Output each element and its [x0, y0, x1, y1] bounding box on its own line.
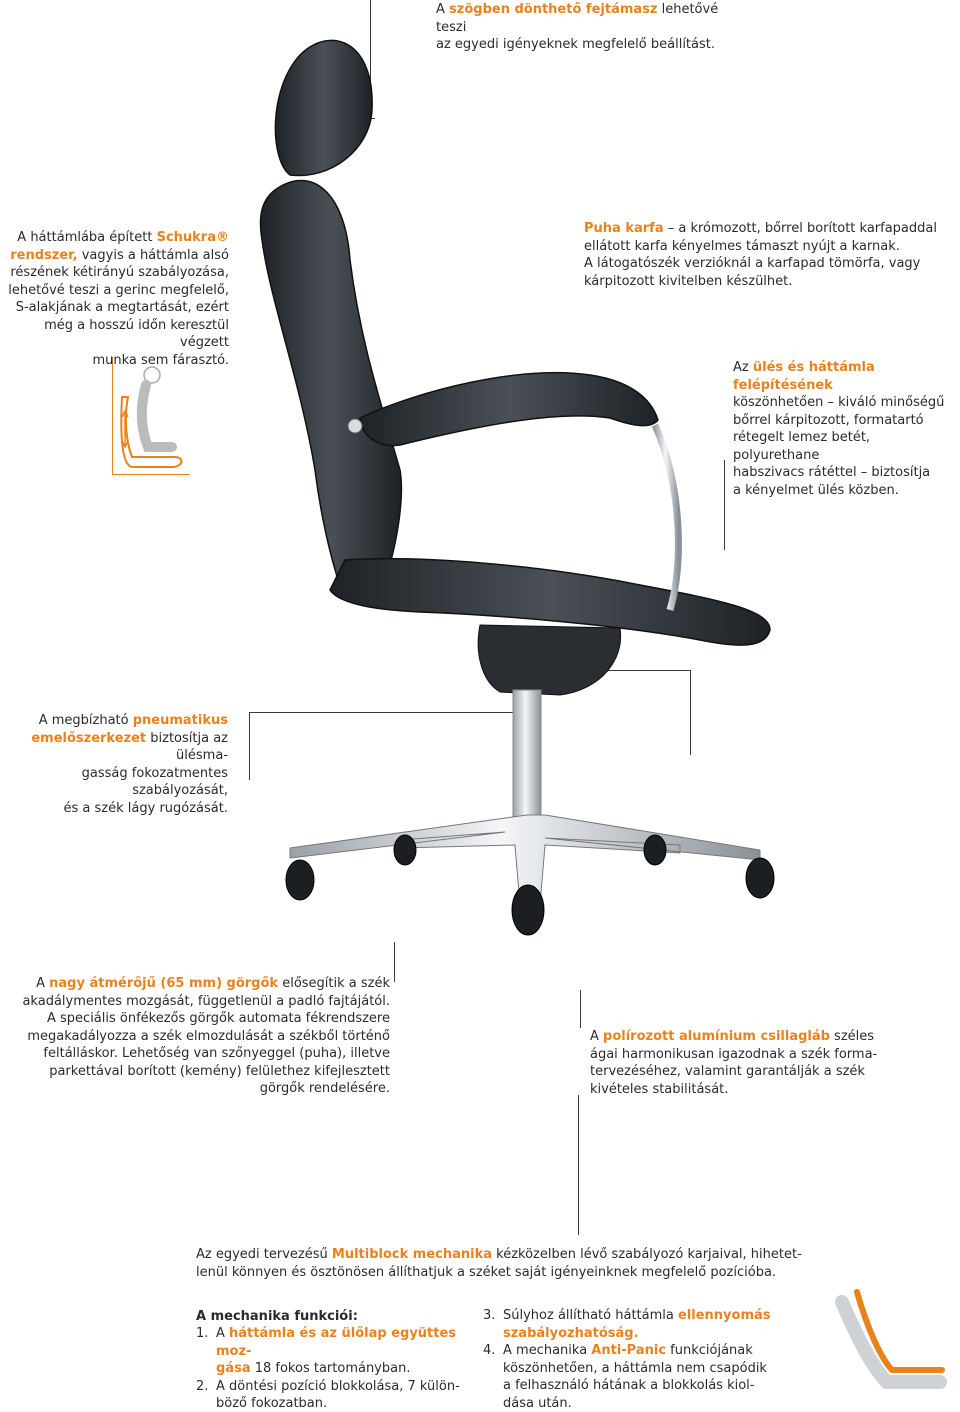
function-item-1: 1. A háttámla és az ülőlap együttes moz- gása 18 fokos tartományban.: [196, 1326, 457, 1376]
function-item-3: 3. Súlyhoz állítható háttámla ellennyomás szabályozhatóság.: [483, 1308, 771, 1341]
armrest-chrome: [655, 425, 678, 610]
gaslift-text: A megbízható pneumatikus emelőszerkezet biztosítja az ülésma- gasság fokozatmentes szabályozását, és a szék lágy rugózását.: [31, 713, 228, 816]
mechanism-block: [478, 625, 620, 695]
armrest-text: Puha karfa – a krómozott, bőrrel borított karfapaddal ellátott karfa kényelmes támaszt nyújt a karnak. A látogatószék verzióknál a karfapad tömörfa, vagy kárpitozott kivitelben készülhet.: [584, 221, 937, 289]
seat-text: Az ülés és háttámla felépítésének köszönhetően – kiváló minőségű bőrrel kárpitozott, formatartó rétegelt lemez betét, polyurethane habszivacs rátéttel – biztosítja a kényelmet ülés közben.: [733, 360, 945, 498]
armrest-knob: [348, 419, 362, 433]
backrest-shape: [261, 181, 402, 600]
base-text: A polírozott alumínium csillagláb széles ágai harmonikusan igazodnak a szék forma- tervezéséhez, valamint garantálják a szék kivételes stabilitását.: [590, 1029, 878, 1097]
mechanism-text: Az egyedi tervezésű Multiblock mechanika kézközelben lévő szabályozó karjaival, hihetet- lenül könnyen és ösztönösen állíthatjuk a széket saját igényeinknek megfelelő pozícióba.: [196, 1247, 802, 1280]
backrest-text: A háttámlába épített Schukra® rendszer, vagyis a háttámla alsó részének kétirányú szabályozása, lehetővé teszi a gerinc megfelelő, S-alakjának a megtartását, ezért még a hosszú időn keresztül végzett munka sem fárasztó.: [8, 230, 229, 368]
spine-icon: [112, 357, 190, 475]
function-item-2: 2. A döntési pozíció blokkolása, 7 külön- böző fokozatban.: [196, 1378, 460, 1411]
functions-title: A mechanika funkciói:: [196, 1309, 358, 1324]
function-item-4: 4. A mechanika Anti-Panic funkciójának köszönhetően, a háttámla nem csapódik a felhasználó hátának a blokkolás kiol- dása után.: [483, 1343, 767, 1411]
tilt-mechanism-icon: [832, 1282, 952, 1402]
castors-text: A nagy átmérőjű (65 mm) görgők elősegítik a szék akadálymentes mozgását, függetlenül a padló fajtájától. A speciális önfékezős görgők automata fékrendszere megakadályozza a szék elmozdulását a székből történő feltálláskor. Lehetőség van szőnyeggel (puha), illetve parkettával borított (kemény) felülethez kifejlesztett görgők rendelésére.: [22, 976, 390, 1096]
headrest-text: A szögben dönthető fejtámasz lehetővé teszi az egyedi igényeknek megfelelő beállítást.: [436, 2, 719, 52]
functions-list-right: [483, 1307, 783, 1412]
functions-list-left: [196, 1325, 466, 1412]
gaslift-cylinder: [513, 690, 541, 820]
armrest-pad: [360, 373, 658, 446]
headrest-shape: [275, 40, 372, 175]
